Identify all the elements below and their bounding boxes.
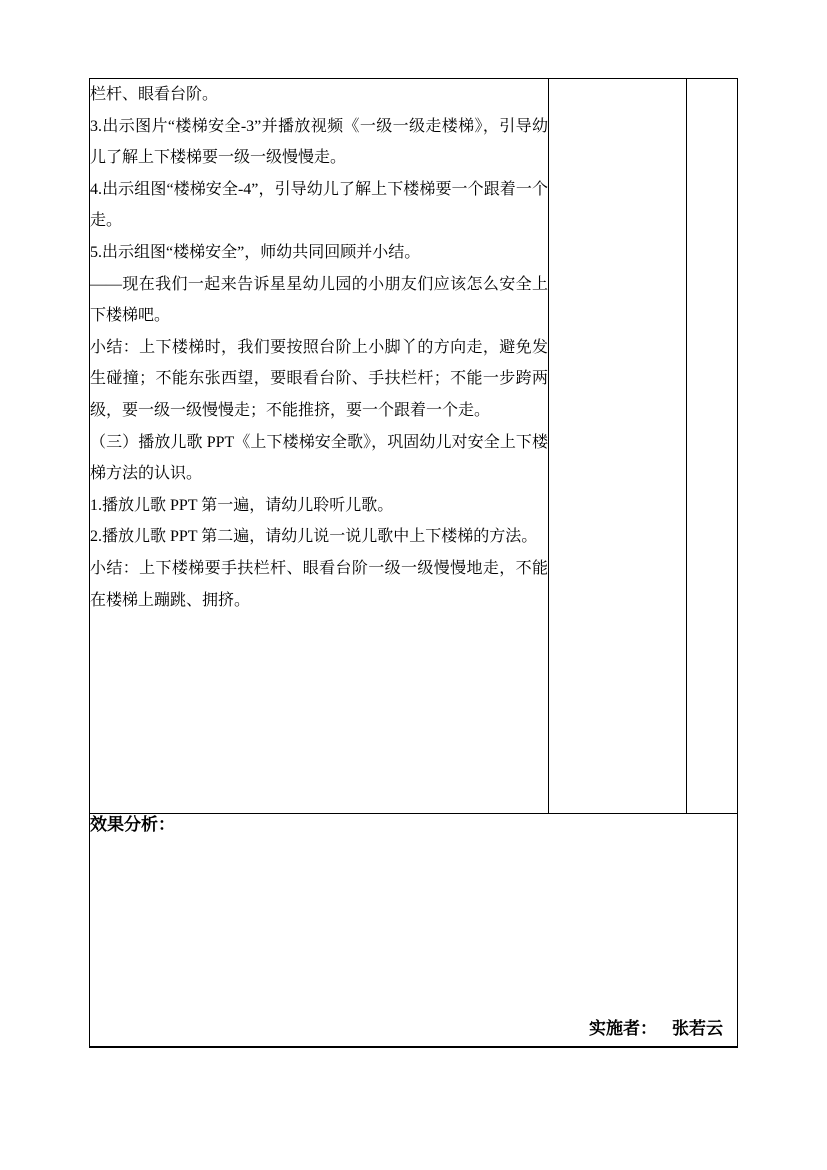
analysis-row [90,814,738,1047]
side-column-cell-2 [687,79,738,814]
paragraph: ——现在我们一起来告诉星星幼儿园的小朋友们应该怎么安全上下楼梯吧。 [90,275,548,325]
implementer-label: 实施者： [589,1018,657,1038]
content-row [90,79,738,814]
paragraph: 栏杆、眼看台阶。 [90,86,219,103]
implementer-name: 张若云 [672,1018,723,1038]
paragraph: 2.播放儿歌 PPT 第二遍，请幼儿说一说儿歌中上下楼梯的方法。 [90,528,538,546]
side-column-cell-1 [549,79,687,814]
lesson-plan-table [89,78,738,1048]
paragraph: 小结：上下楼梯时，我们要按照台阶上小脚丫的方向走，避免发生碰撞；不能东张西望，要眼看台阶、手扶栏杆；不能一步跨两级，要一级一级慢慢走；不能推挤，要一个跟着一个走。 [90,338,548,419]
paragraph: 4.出示组图“楼梯安全-4”，引导幼儿了解上下楼梯要一个跟着一个走。 [90,180,548,230]
paragraph: 小结：上下楼梯要手扶栏杆、眼看台阶一级一级慢慢地走，不能在楼梯上蹦跳、拥挤。 [90,559,548,609]
paragraph: 3.出示图片“楼梯安全-3”并播放视频《一级一级走楼梯》，引导幼儿了解上下楼梯要一级一级慢慢走。 [90,117,548,167]
paragraph: （三）播放儿歌 PPT《上下楼梯安全歌》，巩固幼儿对安全上下楼梯方法的认识。 [90,433,548,483]
effect-analysis-label: 效果分析： [90,815,175,834]
activity-process-cell [90,79,549,814]
implementer-line [589,1014,723,1039]
paragraph-list [90,79,548,616]
effect-analysis-cell [90,814,738,1047]
paragraph: 1.播放儿歌 PPT 第一遍，请幼儿聆听儿歌。 [90,496,394,514]
paragraph: 5.出示组图“楼梯安全”，师幼共同回顾并小结。 [90,243,421,261]
